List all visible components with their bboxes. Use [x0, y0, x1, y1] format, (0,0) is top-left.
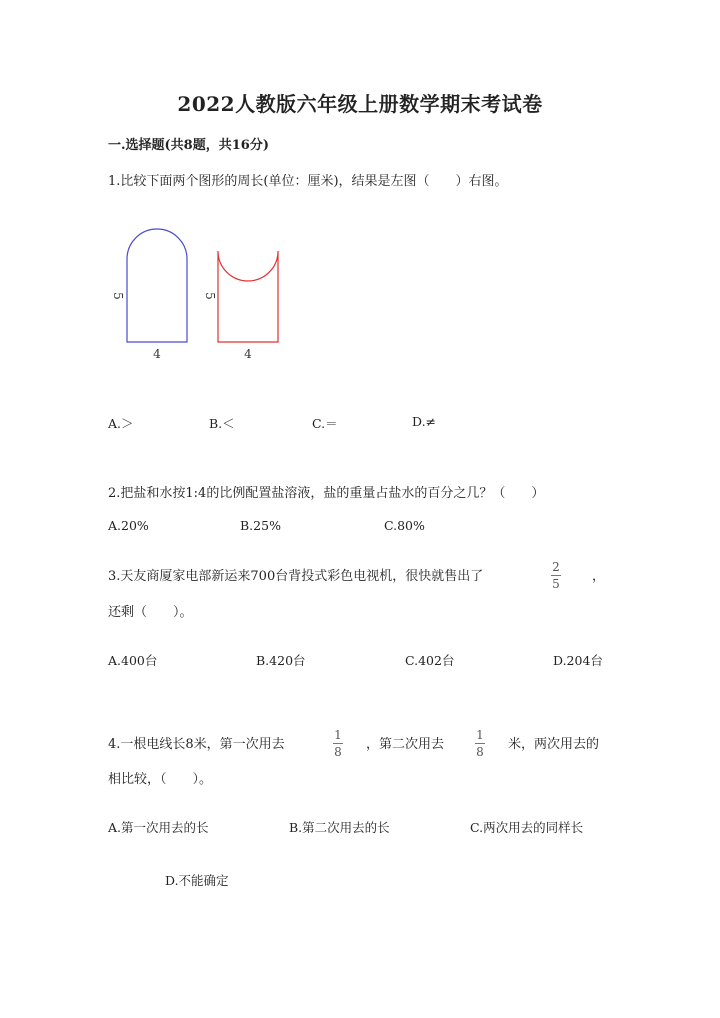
right-figure-side-label: 5	[203, 292, 217, 300]
q4-fraction-2	[475, 729, 485, 758]
q4-option-b[interactable]: B.第二次用去的长	[289, 820, 390, 835]
q1-option-d[interactable]: D.≠	[412, 414, 437, 429]
q4-fraction-2-denominator: 8	[476, 745, 484, 759]
fraction-bar	[551, 575, 561, 576]
left-figure-bottom-label: 4	[153, 347, 161, 361]
q4-option-c[interactable]: C.两次用去的同样长	[470, 820, 584, 835]
q4-fraction-1	[333, 729, 343, 758]
question-3-line2: 还剩（ ）。	[108, 605, 193, 620]
perimeter-figures	[100, 222, 300, 362]
section-heading: 一.选择题(共8题，共16分)	[108, 138, 269, 153]
q2-option-b[interactable]: B.25%	[240, 518, 281, 533]
q1-option-b[interactable]: B.＜	[209, 416, 235, 431]
q2-option-c[interactable]: C.80%	[384, 518, 425, 533]
question-4-text-part2: ，第二次用去	[366, 737, 445, 752]
q4-option-a[interactable]: A.第一次用去的长	[108, 820, 209, 835]
q3-option-a[interactable]: A.400台	[108, 653, 158, 668]
fraction-bar	[475, 743, 485, 744]
q1-option-a[interactable]: A.＞	[108, 416, 134, 431]
q3-fraction-numerator: 2	[552, 560, 560, 574]
q1-option-c[interactable]: C.＝	[312, 416, 338, 431]
question-1-text: 1.比较下面两个图形的周长(单位：厘米)，结果是左图（ ）右图。	[108, 174, 508, 189]
page-title: 2022人教版六年级上册数学期末考试卷	[177, 92, 543, 116]
q3-option-b[interactable]: B.420台	[256, 653, 306, 668]
q2-option-a[interactable]: A.20%	[108, 518, 149, 533]
q3-option-c[interactable]: C.402台	[405, 653, 455, 668]
q4-fraction-1-denominator: 8	[334, 745, 342, 759]
left-figure-side-label: 5	[111, 292, 125, 300]
q3-option-d[interactable]: D.204台	[553, 653, 603, 668]
q4-fraction-2-numerator: 1	[476, 728, 484, 742]
question-4-text-part3: 米，两次用去的	[508, 737, 600, 752]
right-figure-notched-rectangle	[218, 251, 278, 342]
q4-option-d[interactable]: D.不能确定	[165, 873, 229, 888]
question-4-line2: 相比较，（ ）。	[108, 772, 213, 787]
fraction-bar	[333, 743, 343, 744]
q3-fraction	[551, 561, 561, 590]
question-3-text: 3.天友商厦家电部新运来700台背投式彩色电视机，很快就售出了	[108, 569, 484, 584]
question-2-text: 2.把盐和水按1:4的比例配置盐溶液，盐的重量占盐水的百分之几？（ ）	[108, 486, 545, 501]
left-figure-arch-rectangle	[127, 229, 187, 342]
question-3-comma: ，	[592, 569, 606, 584]
q3-fraction-denominator: 5	[552, 577, 560, 591]
question-4-text-part1: 4.一根电线长8米，第一次用去	[108, 737, 285, 752]
right-figure-bottom-label: 4	[244, 347, 252, 361]
q4-fraction-1-numerator: 1	[334, 728, 342, 742]
